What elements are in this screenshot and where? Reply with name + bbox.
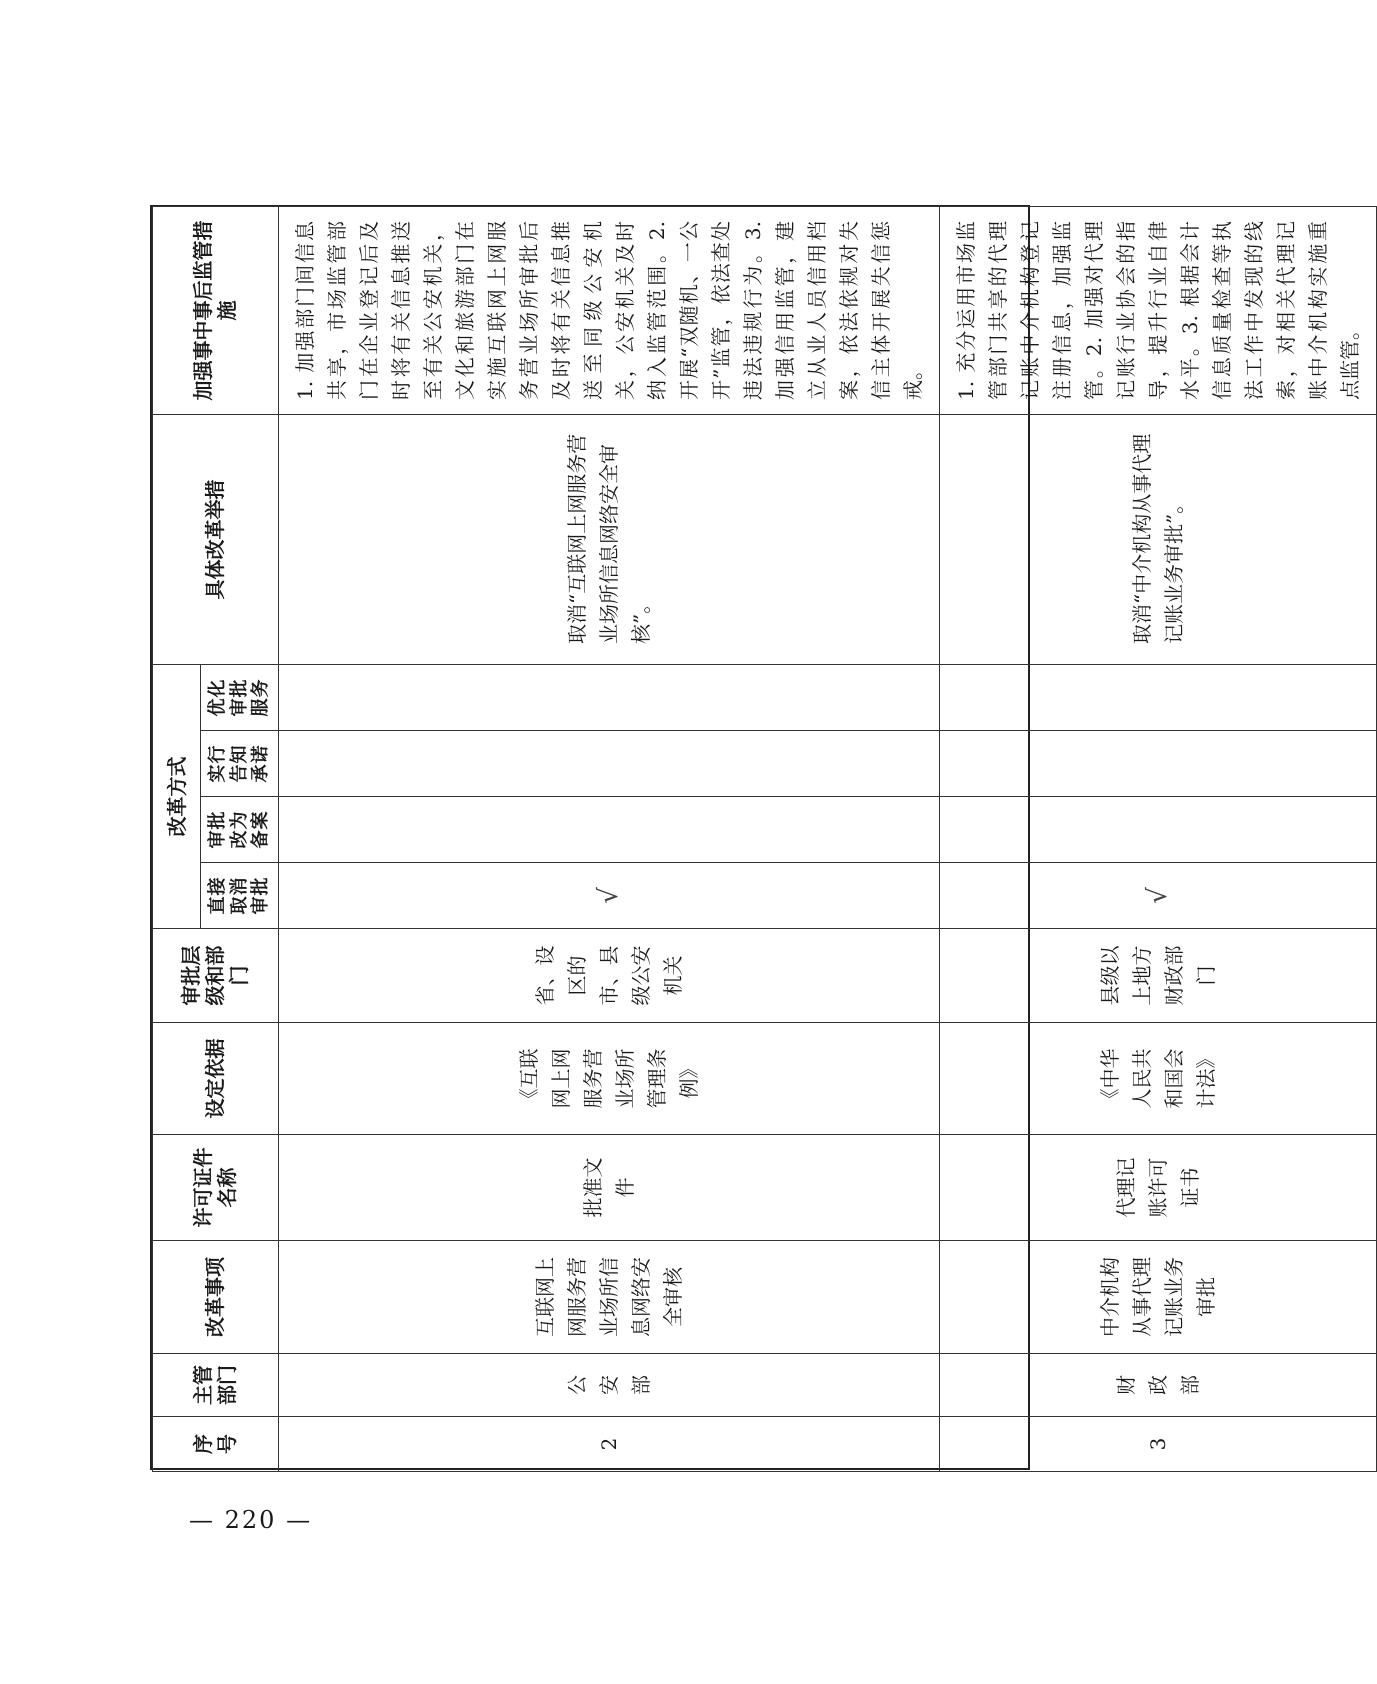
data-table bbox=[152, 206, 1377, 1472]
cell-measure: 取消“中介机构从事代理记账业务审批”。 bbox=[939, 415, 1376, 665]
page-number: — 220 — bbox=[189, 1506, 313, 1534]
cell-level: 县级以上地方财政部门 bbox=[939, 929, 1376, 1023]
header-reform-mode: 改革方式 bbox=[153, 665, 201, 929]
cell-mode-cancel: √ bbox=[278, 863, 939, 929]
cell-mode-notify bbox=[939, 731, 1376, 797]
cell-license: 批准文件 bbox=[278, 1135, 939, 1241]
cell-supervision: 1. 加强部门间信息共享，市场监管部门在企业登记后及时将有关信息推送至有关公安机关，文化和旅游部门在实施互联网上网服务营业场所审批后及时将有关信息推送至同级公安机关，公安机关及时纳入监管范围。2. 开展“双随机、一公开”监管，依法查处违法违规行为。3. 加强信用监管，建立从业人员信用档案，依法依规对失信主体开展失信惩戒。 bbox=[278, 207, 939, 415]
cell-mode-optimize bbox=[939, 665, 1376, 731]
cell-mode-optimize bbox=[278, 665, 939, 731]
cell-supervision: 1. 充分运用市场监管部门共享的代理记账中介机构登记注册信息，加强监管。2. 加强对代理记账行业协会的指导，提升行业自律水平。3. 根据会计信息质量检查等执法工作中发现的线索，对相关代理记账中介机构实施重点监管。 bbox=[939, 207, 1376, 415]
cell-license: 代理记账许可证书 bbox=[939, 1135, 1376, 1241]
cell-level: 省、设区的市、县级公安机关 bbox=[278, 929, 939, 1023]
cell-basis: 《互联网上网服务营业场所管理条例》 bbox=[278, 1023, 939, 1135]
header-mode-notify: 实行告知承诺 bbox=[201, 731, 279, 797]
cell-item: 互联网上网服务营业场所信息网络安全审核 bbox=[278, 1241, 939, 1354]
cell-dept: 公安部 bbox=[278, 1354, 939, 1417]
cell-mode-cancel: √ bbox=[939, 863, 1376, 929]
header-supervision: 加强事中事后监管措施 bbox=[153, 207, 279, 415]
cell-mode-filing bbox=[939, 797, 1376, 863]
header-basis: 设定依据 bbox=[153, 1023, 279, 1135]
header-mode-filing: 审批改为备案 bbox=[201, 797, 279, 863]
header-dept: 主管部门 bbox=[153, 1354, 279, 1417]
cell-item: 中介机构从事代理记账业务审批 bbox=[939, 1241, 1376, 1354]
header-mode-optimize: 优化审批服务 bbox=[201, 665, 279, 731]
reform-table bbox=[150, 205, 1362, 1470]
cell-dept: 财政部 bbox=[939, 1354, 1376, 1417]
cell-measure: 取消“互联网上网服务营业场所信息网络安全审核”。 bbox=[278, 415, 939, 665]
cell-basis: 《中华人民共和国会计法》 bbox=[939, 1023, 1376, 1135]
cell-mode-filing bbox=[278, 797, 939, 863]
header-seq: 序号 bbox=[153, 1417, 279, 1472]
cell-mode-notify bbox=[278, 731, 939, 797]
header-item: 改革事项 bbox=[153, 1241, 279, 1354]
header-mode-cancel: 直接取消审批 bbox=[201, 863, 279, 929]
table-row-2 bbox=[278, 207, 939, 1472]
header-measure: 具体改革举措 bbox=[153, 415, 279, 665]
header-level: 审批层级和部门 bbox=[153, 929, 279, 1023]
cell-seq: 2 bbox=[278, 1417, 939, 1472]
cell-seq: 3 bbox=[939, 1417, 1376, 1472]
rotated-table-frame bbox=[152, 207, 1362, 1472]
table-row-3 bbox=[939, 207, 1376, 1472]
header-license: 许可证件名称 bbox=[153, 1135, 279, 1241]
